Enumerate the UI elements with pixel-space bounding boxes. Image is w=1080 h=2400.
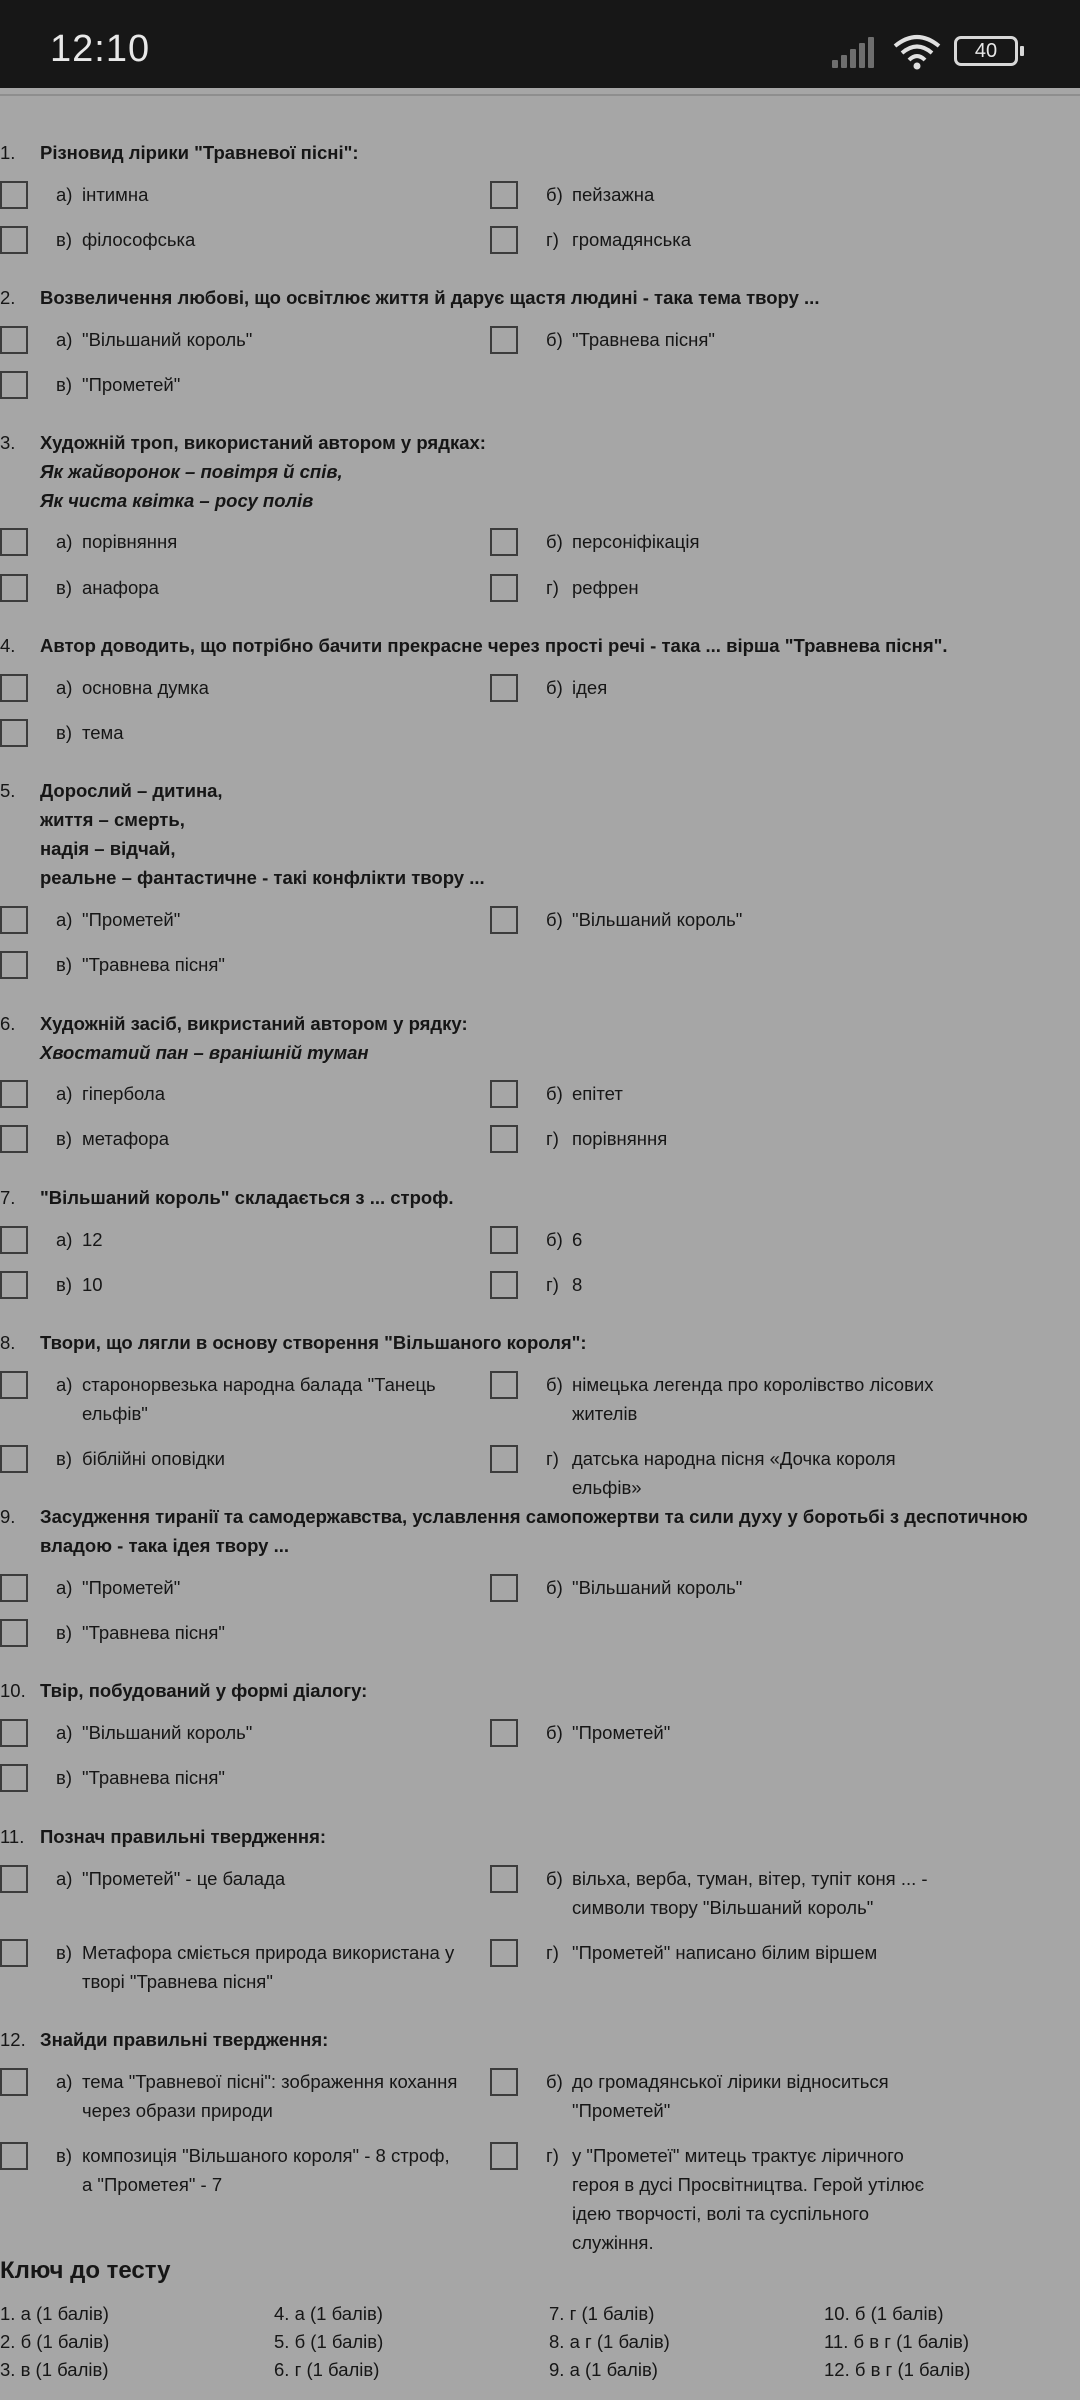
answer-checkbox[interactable] [490, 1574, 518, 1602]
answer-checkbox[interactable] [0, 1574, 28, 1602]
option-text: "Травнева пісня" [82, 1622, 225, 1643]
question-quote: Хвостатий пан – вранішній туман [40, 1042, 369, 1063]
answer-checkbox[interactable] [490, 1445, 518, 1473]
question-text [40, 1502, 1050, 1560]
option-letter: а) [56, 1868, 73, 1889]
question-number: 12. [0, 2029, 26, 2050]
option-text: "Травнева пісня" [82, 1767, 225, 1788]
answer-checkbox[interactable] [0, 574, 28, 602]
option-letter: г) [546, 229, 559, 250]
option-letter: г) [546, 2145, 559, 2166]
option-text: філософська [82, 229, 196, 250]
option-text: біблійні оповідки [82, 1448, 225, 1469]
answer-key-title: Ключ до тесту [0, 2257, 171, 2284]
answer-checkbox[interactable] [0, 528, 28, 556]
option-text: метафора [82, 1128, 170, 1149]
answer-checkbox[interactable] [0, 326, 28, 354]
status-bar [0, 0, 1080, 88]
option-text: 12 [82, 1229, 103, 1250]
option-letter: б) [546, 329, 563, 350]
option-text: німецька легенда про королівство лісових жителів [572, 1374, 934, 1424]
option-text: "Прометей" [82, 1577, 181, 1598]
answer-checkbox[interactable] [0, 226, 28, 254]
question-prompt: Засудження тиранії та самодержавства, уславлення самопожертви та сили духу у боротьбі з деспотичною владою - така ідея твору ... [40, 1506, 1028, 1556]
option-text: рефрен [572, 577, 639, 598]
option-letter: в) [56, 1274, 72, 1295]
question-text [40, 138, 1050, 167]
option-text: анафора [82, 577, 159, 598]
answer-key-item: 5. б (1 балів) [274, 2331, 384, 2352]
answer-key-item: 9. а (1 балів) [549, 2359, 658, 2380]
question-text [40, 776, 1050, 892]
answer-checkbox[interactable] [0, 674, 28, 702]
question-prompt: Возвеличення любові, що освітлює життя й дарує щастя людині - така тема твору ... [40, 287, 820, 308]
answer-checkbox[interactable] [490, 674, 518, 702]
answer-checkbox[interactable] [0, 371, 28, 399]
answer-checkbox[interactable] [0, 2068, 28, 2096]
option-letter: а) [56, 184, 73, 205]
option-letter: а) [56, 909, 73, 930]
question-number: 3. [0, 432, 16, 453]
answer-checkbox[interactable] [0, 2142, 28, 2170]
answer-checkbox[interactable] [490, 1271, 518, 1299]
option-letter: б) [546, 1722, 563, 1743]
answer-checkbox[interactable] [0, 1764, 28, 1792]
option-letter: б) [546, 1374, 563, 1395]
answer-checkbox[interactable] [0, 719, 28, 747]
option-letter: а) [56, 1722, 73, 1743]
question-number: 11. [0, 1826, 25, 1847]
answer-checkbox[interactable] [0, 1939, 28, 1967]
option-text: "Вільшаний король" [572, 909, 743, 930]
option-letter: в) [56, 577, 72, 598]
question-quote: Як жайворонок – повітря й спів, Як чиста квітка – росу полів [40, 461, 343, 511]
option-letter: в) [56, 1622, 72, 1643]
option-letter: в) [56, 1767, 72, 1788]
question-text [40, 631, 1050, 660]
option-text: персоніфікація [572, 531, 700, 552]
battery-icon: 40 [954, 36, 1018, 66]
option-text: "Прометей" [572, 1722, 671, 1743]
question-prompt: Художній троп, використаний автором у рядках: [40, 432, 486, 453]
question-number: 1. [0, 142, 16, 163]
question-prompt: Автор доводить, що потрібно бачити прекрасне через прості речі - така ... вірша "Травнева пісня". [40, 635, 948, 656]
option-text: "Вільшаний король" [82, 1722, 253, 1743]
option-letter: а) [56, 1577, 73, 1598]
answer-key-item: 10. б (1 балів) [824, 2303, 944, 2324]
answer-checkbox[interactable] [490, 528, 518, 556]
answer-checkbox[interactable] [490, 1719, 518, 1747]
answer-key-item: 7. г (1 балів) [549, 2303, 655, 2324]
question-number: 2. [0, 287, 16, 308]
divider [0, 94, 1080, 96]
option-text: до громадянської лірики відноситься "Прометей" [572, 2071, 889, 2121]
answer-key-item: 11. б в г (1 балів) [824, 2331, 970, 2352]
option-text: основна думка [82, 677, 209, 698]
option-letter: б) [546, 531, 563, 552]
option-text: "Прометей" - це балада [82, 1868, 286, 1889]
answer-checkbox[interactable] [0, 1719, 28, 1747]
option-text: вільха, верба, туман, вітер, тупіт коня ... - символи твору "Вільшаний король" [572, 1868, 928, 1918]
answer-checkbox[interactable] [490, 1226, 518, 1254]
option-letter: в) [56, 1448, 72, 1469]
option-text: тема [82, 722, 124, 743]
answer-checkbox[interactable] [490, 181, 518, 209]
question-number: 8. [0, 1332, 16, 1353]
question-number: 10. [0, 1680, 26, 1701]
option-text: інтимна [82, 184, 149, 205]
answer-checkbox[interactable] [490, 2068, 518, 2096]
option-text: "Вільшаний король" [82, 329, 253, 350]
option-text: "Вільшаний король" [572, 1577, 743, 1598]
option-letter: б) [546, 677, 563, 698]
option-letter: а) [56, 2071, 73, 2092]
answer-checkbox[interactable] [490, 1371, 518, 1399]
option-letter: а) [56, 677, 73, 698]
answer-checkbox[interactable] [0, 951, 28, 979]
option-letter: г) [546, 1942, 559, 1963]
option-text: датська народна пісня «Дочка короля ельфів» [572, 1448, 896, 1498]
question-prompt: Різновид лірики "Травневої пісні": [40, 142, 359, 163]
question-prompt: Дорослий – дитина, життя – смерть, надія – відчай, реальне – фантастичне - такі конфлікти твору ... [40, 780, 485, 888]
wifi-icon [892, 34, 942, 70]
option-text: ідея [572, 677, 608, 698]
option-text: у "Прометеї" митець трактує ліричного героя в дусі Просвітництва. Герой утілює ідею творчості, волі та суспільного служіння. [572, 2145, 925, 2253]
option-letter: б) [546, 2071, 563, 2092]
option-text: порівняння [82, 531, 178, 552]
option-letter: в) [56, 1128, 72, 1149]
option-text: тема "Травневої пісні": зображення кохання через образи природи [82, 2071, 458, 2121]
option-letter: а) [56, 329, 73, 350]
option-text: "Прометей" [82, 374, 181, 395]
answer-checkbox[interactable] [0, 1226, 28, 1254]
answer-checkbox[interactable] [0, 1445, 28, 1473]
question-number: 7. [0, 1187, 16, 1208]
option-text: старонорвезька народна балада "Танець ельфів" [82, 1374, 436, 1424]
answer-key-item: 2. б (1 балів) [0, 2331, 110, 2352]
option-letter: в) [56, 374, 72, 395]
option-letter: в) [56, 1942, 72, 1963]
answer-key-item: 3. в (1 балів) [0, 2359, 109, 2380]
answer-checkbox[interactable] [0, 1271, 28, 1299]
option-text: "Прометей" [82, 909, 181, 930]
answer-checkbox[interactable] [490, 1939, 518, 1967]
question-number: 4. [0, 635, 16, 656]
answer-key-item: 8. а г (1 балів) [549, 2331, 670, 2352]
answer-checkbox[interactable] [0, 181, 28, 209]
option-text: Метафора сміється природа використана у творі "Травнева пісня" [82, 1942, 455, 1992]
option-text: "Травнева пісня" [82, 954, 225, 975]
option-letter: г) [546, 1128, 559, 1149]
question-text [40, 2025, 1050, 2054]
question-text [40, 1009, 1050, 1067]
option-text: композиція "Вільшаного короля" - 8 строф, а "Прометея" - 7 [82, 2145, 450, 2195]
option-letter: в) [56, 2145, 72, 2166]
option-letter: а) [56, 531, 73, 552]
option-text: гіпербола [82, 1083, 166, 1104]
answer-checkbox[interactable] [0, 1080, 28, 1108]
option-letter: б) [546, 1229, 563, 1250]
option-letter: а) [56, 1229, 73, 1250]
answer-key-item: 1. а (1 балів) [0, 2303, 109, 2324]
question-number: 5. [0, 780, 16, 801]
option-letter: в) [56, 229, 72, 250]
question-prompt: Знайди правильні твердження: [40, 2029, 329, 2050]
option-text: "Травнева пісня" [572, 329, 715, 350]
option-text: 6 [572, 1229, 583, 1250]
option-text: громадянська [572, 229, 692, 250]
question-prompt: Твори, що лягли в основу створення "Вільшаного короля": [40, 1332, 587, 1353]
question-prompt: "Вільшаний король" складається з ... строф. [40, 1187, 454, 1208]
option-letter: а) [56, 1083, 73, 1104]
question-prompt: Познач правильні твердження: [40, 1826, 327, 1847]
question-number: 6. [0, 1013, 16, 1034]
answer-checkbox[interactable] [490, 326, 518, 354]
option-letter: г) [546, 1448, 559, 1469]
question-prompt: Твір, побудований у формі діалогу: [40, 1680, 368, 1701]
question-text [40, 1183, 1050, 1212]
answer-checkbox[interactable] [490, 226, 518, 254]
answer-checkbox[interactable] [0, 1371, 28, 1399]
option-letter: в) [56, 722, 72, 743]
question-text [40, 1676, 1050, 1705]
cellular-signal-icon [832, 36, 882, 68]
question-text [40, 1822, 1050, 1851]
answer-checkbox[interactable] [0, 1619, 28, 1647]
answer-checkbox[interactable] [490, 1865, 518, 1893]
option-letter: б) [546, 184, 563, 205]
question-text [40, 428, 1050, 515]
answer-checkbox[interactable] [0, 1865, 28, 1893]
answer-key-item: 6. г (1 балів) [274, 2359, 380, 2380]
option-text: епітет [572, 1083, 623, 1104]
question-number: 9. [0, 1506, 16, 1527]
option-letter: б) [546, 1577, 563, 1598]
answer-checkbox[interactable] [490, 1125, 518, 1153]
answer-checkbox[interactable] [490, 1080, 518, 1108]
option-text: 8 [572, 1274, 583, 1295]
question-prompt: Художній засіб, викристаний автором у рядку: [40, 1013, 468, 1034]
option-text: "Прометей" написано білим віршем [572, 1942, 878, 1963]
question-text [40, 283, 1050, 312]
question-text [40, 1328, 1050, 1357]
option-letter: б) [546, 1083, 563, 1104]
option-letter: б) [546, 1868, 563, 1889]
option-text: 10 [82, 1274, 103, 1295]
option-text: порівняння [572, 1128, 668, 1149]
answer-checkbox[interactable] [490, 906, 518, 934]
answer-key-item: 4. а (1 балів) [274, 2303, 383, 2324]
clock: 12:10 [50, 28, 151, 70]
answer-checkbox[interactable] [490, 574, 518, 602]
answer-checkbox[interactable] [490, 2142, 518, 2170]
option-letter: г) [546, 577, 559, 598]
option-letter: г) [546, 1274, 559, 1295]
answer-checkbox[interactable] [0, 906, 28, 934]
answer-checkbox[interactable] [0, 1125, 28, 1153]
option-letter: а) [56, 1374, 73, 1395]
answer-key-item: 12. б в г (1 балів) [824, 2359, 971, 2380]
option-letter: в) [56, 954, 72, 975]
option-letter: б) [546, 909, 563, 930]
option-text: пейзажна [572, 184, 655, 205]
